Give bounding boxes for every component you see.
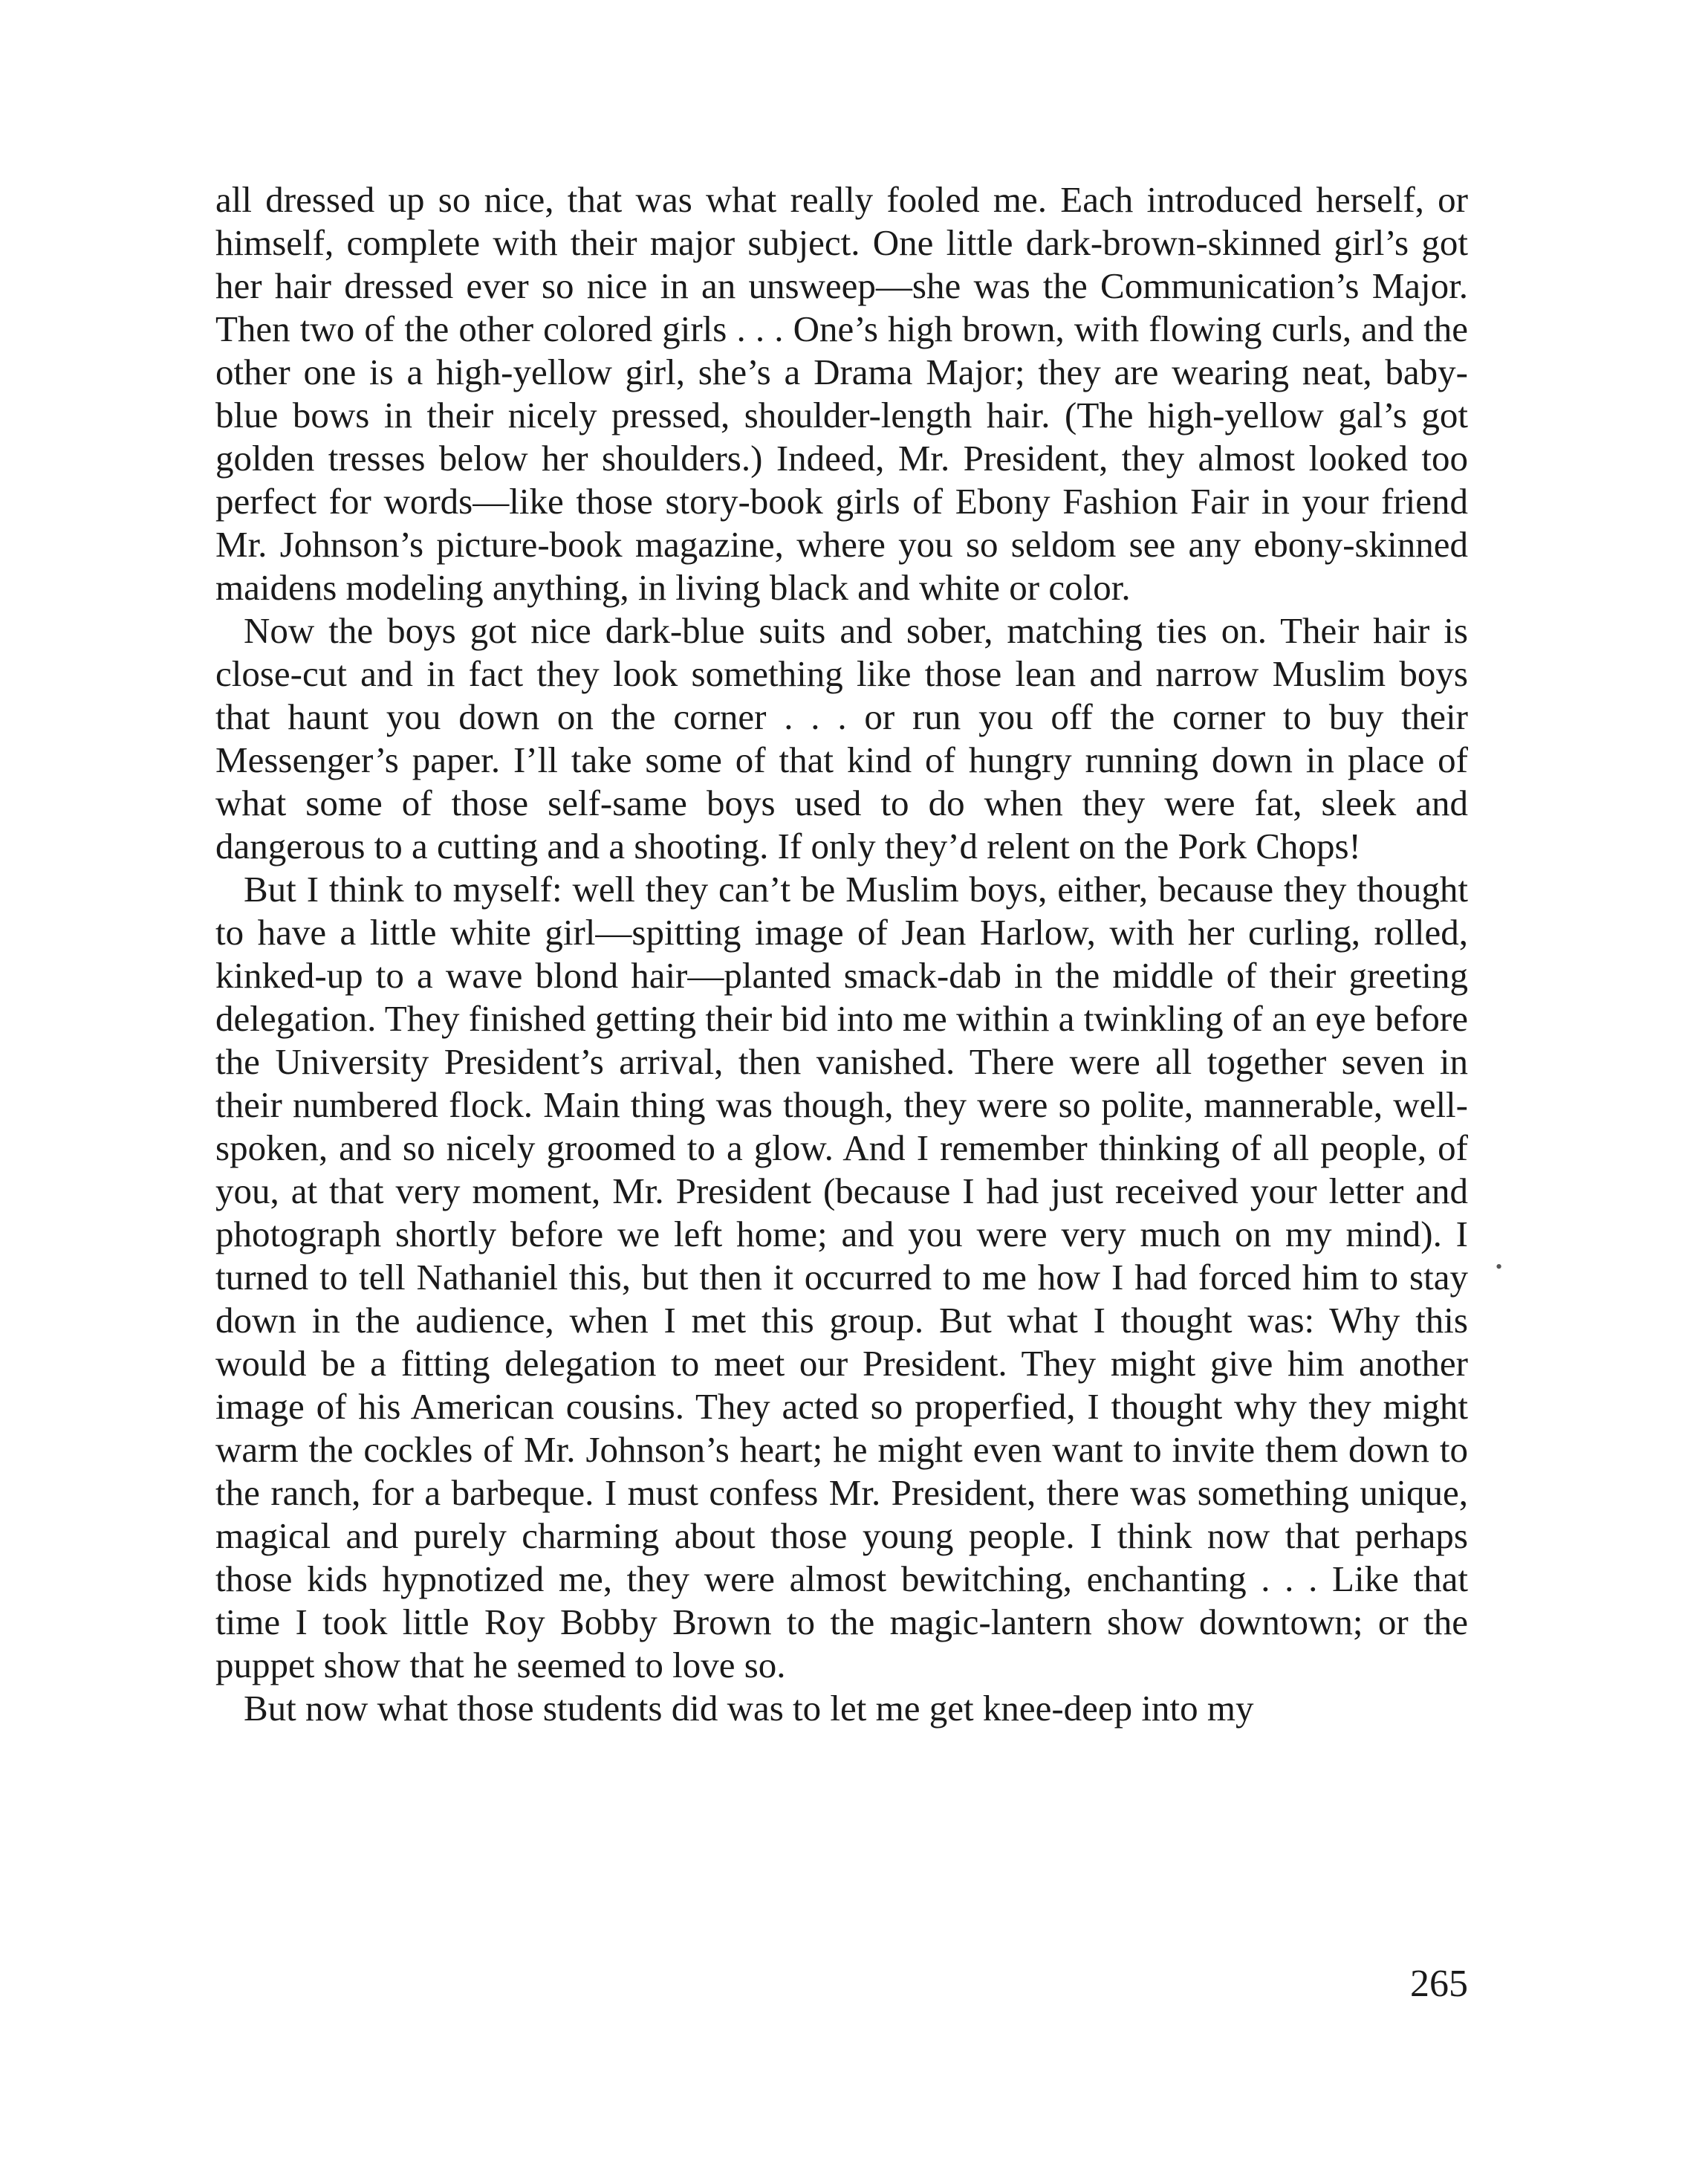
body-text	[215, 178, 1468, 1730]
paragraph-boys: Now the boys got nice dark-blue suits and sober, matching ties on. Their hair is close-cut and in fact they look something like those lean and narrow Muslim boys that haunt you down on the corner . . . or run you off the corner to buy their Messenger’s paper. I’ll take some of that kind of hungry running down in place of what some of those self-same boys used to do when they were fat, sleek and dangerous to a cutting and a shooting. If only they’d relent on the Pork Chops!	[215, 610, 1468, 867]
paragraph-continuation: all dressed up so nice, that was what really fooled me. Each introduced herself, or himself, complete with their major subject. One little dark-brown-skinned girl’s got her hair dressed ever so nice in an unsweep—she was the Communication’s Major. Then two of the other colored girls . . . One’s high brown, with flowing curls, and the other one is a high-yellow girl, she’s a Drama Major; they are wearing neat, baby-blue bows in their nicely pressed, shoulder-length hair. (The high-yellow gal’s got golden tresses below her shoulders.) Indeed, Mr. President, they almost looked too perfect for words—like those story-book girls of Ebony Fashion Fair in your friend Mr. Johnson’s picture-book magazine, where you so seldom see any ebony-skinned maidens modeling anything, in living black and white or color.	[215, 179, 1468, 608]
page-number: 265	[1410, 1963, 1468, 2005]
margin-speck: •	[1496, 1256, 1503, 1277]
paragraph-delegation: But I think to myself: well they can’t be Muslim boys, either, because they thought to have a little white girl—spitting image of Jean Harlow, with her curling, rolled, kinked-up to a wave blond hair—planted smack-dab in the middle of their greeting delegation. They finished getting their bid into me within a twinkling of an eye before the University President’s arrival, then vanished. There were all together seven in their numbered flock. Main thing was though, they were so polite, mannerable, well-spoken, and so nicely groomed to a glow. And I remember thinking of all people, of you, at that very moment, Mr. President (because I had just received your letter and photograph shortly before we left home; and you were very much on my mind). I turned to tell Nathaniel this, but then it occurred to me how I had forced him to stay down in the audience, when I met this group. But what I thought was: Why this would be a fitting delegation to meet our President. They might give him another image of his American cousins. They acted so properfied, I thought why they might warm the cockles of Mr. Johnson’s heart; he might even want to invite them down to the ranch, for a barbeque. I must confess Mr. President, there was something unique, magical and purely charming about those young people. I think now that perhaps those kids hypnotized me, they were almost bewitching, enchanting . . . Like that time I took little Roy Bobby Brown to the magic-lantern show downtown; or the puppet show that he seemed to love so.	[215, 869, 1468, 1685]
paragraph-students: But now what those students did was to let me get knee-deep into my	[244, 1688, 1254, 1729]
